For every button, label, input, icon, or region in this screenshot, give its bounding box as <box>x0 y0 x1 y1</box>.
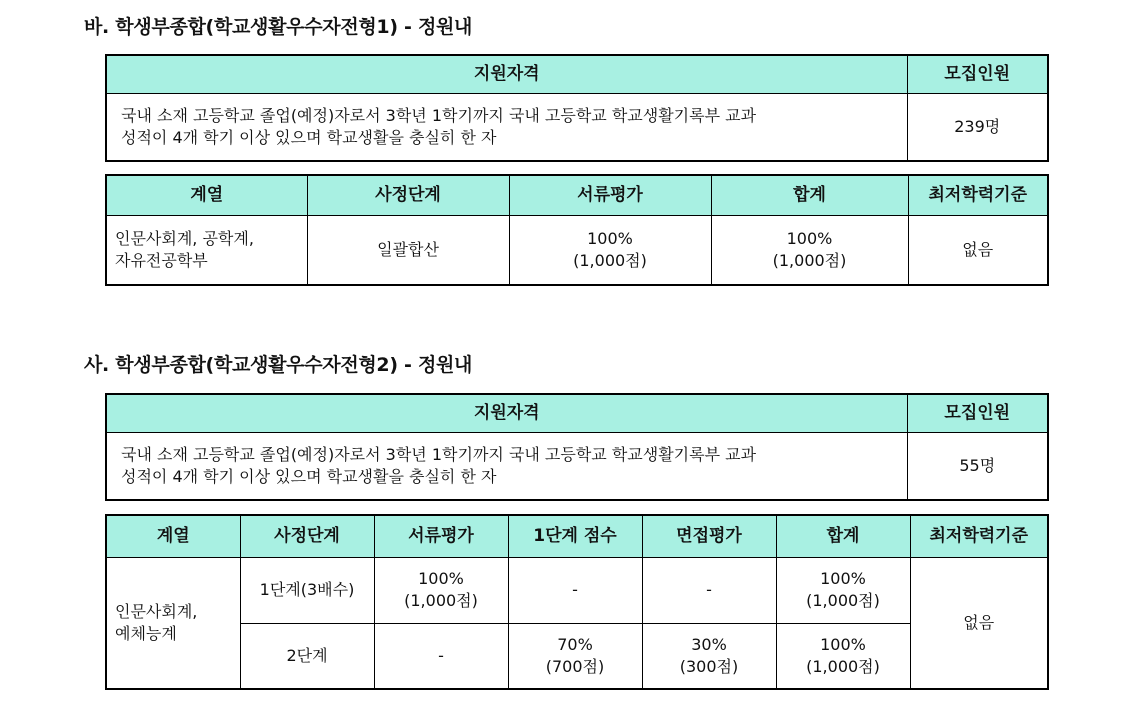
header-qualification: 지원자격 <box>106 394 907 432</box>
stage-cell: 1단계(3배수) <box>240 557 374 623</box>
interview-eval-cell: - <box>642 557 776 623</box>
field-cell: 인문사회계, 예체능계 <box>106 557 240 689</box>
stage-cell: 일괄합산 <box>307 215 509 285</box>
header-recruit-count: 모집인원 <box>907 394 1048 432</box>
qualification-text: 국내 소재 고등학교 졸업(예정)자로서 3학년 1학기까지 국내 고등학교 학교생활기록부 교과 성적이 4개 학기 이상 있으며 학교생활을 충실히 한 자 <box>106 93 907 161</box>
minimum-standard-cell: 없음 <box>908 215 1048 285</box>
document-eval-cell: 100% (1,000점) <box>374 557 508 623</box>
section-heading-ba: 바. 학생부종합(학교생활우수자전형1) - 정원내 <box>84 16 473 38</box>
header-document-eval: 서류평가 <box>509 175 711 215</box>
qualification-table-2 <box>105 393 1049 501</box>
header-field: 계열 <box>106 515 240 557</box>
total-cell: 100% (1,000점) <box>711 215 908 285</box>
recruit-count: 55명 <box>907 432 1048 500</box>
minimum-standard-cell: 없음 <box>910 557 1048 689</box>
qualification-text: 국내 소재 고등학교 졸업(예정)자로서 3학년 1학기까지 국내 고등학교 학교생활기록부 교과 성적이 4개 학기 이상 있으며 학교생활을 충실히 한 자 <box>106 432 907 500</box>
header-qualification: 지원자격 <box>106 55 907 93</box>
interview-eval-cell: 30% (300점) <box>642 623 776 689</box>
header-total: 합계 <box>776 515 910 557</box>
header-recruit-count: 모집인원 <box>907 55 1048 93</box>
evaluation-table-1 <box>105 174 1049 286</box>
header-minimum-standard: 최저학력기준 <box>908 175 1048 215</box>
header-field: 계열 <box>106 175 307 215</box>
stage1-score-cell: - <box>508 557 642 623</box>
total-cell: 100% (1,000점) <box>776 623 910 689</box>
qualification-table-1 <box>105 54 1049 162</box>
header-total: 합계 <box>711 175 908 215</box>
stage-cell: 2단계 <box>240 623 374 689</box>
evaluation-table-2 <box>105 514 1049 690</box>
document-eval-cell: - <box>374 623 508 689</box>
field-cell: 인문사회계, 공학계, 자유전공학부 <box>106 215 307 285</box>
stage1-score-cell: 70% (700점) <box>508 623 642 689</box>
section-heading-sa: 사. 학생부종합(학교생활우수자전형2) - 정원내 <box>84 354 473 376</box>
header-document-eval: 서류평가 <box>374 515 508 557</box>
header-stage: 사정단계 <box>307 175 509 215</box>
header-stage: 사정단계 <box>240 515 374 557</box>
document-eval-cell: 100% (1,000점) <box>509 215 711 285</box>
header-minimum-standard: 최저학력기준 <box>910 515 1048 557</box>
header-stage1-score: 1단계 점수 <box>508 515 642 557</box>
recruit-count: 239명 <box>907 93 1048 161</box>
total-cell: 100% (1,000점) <box>776 557 910 623</box>
header-interview-eval: 면접평가 <box>642 515 776 557</box>
